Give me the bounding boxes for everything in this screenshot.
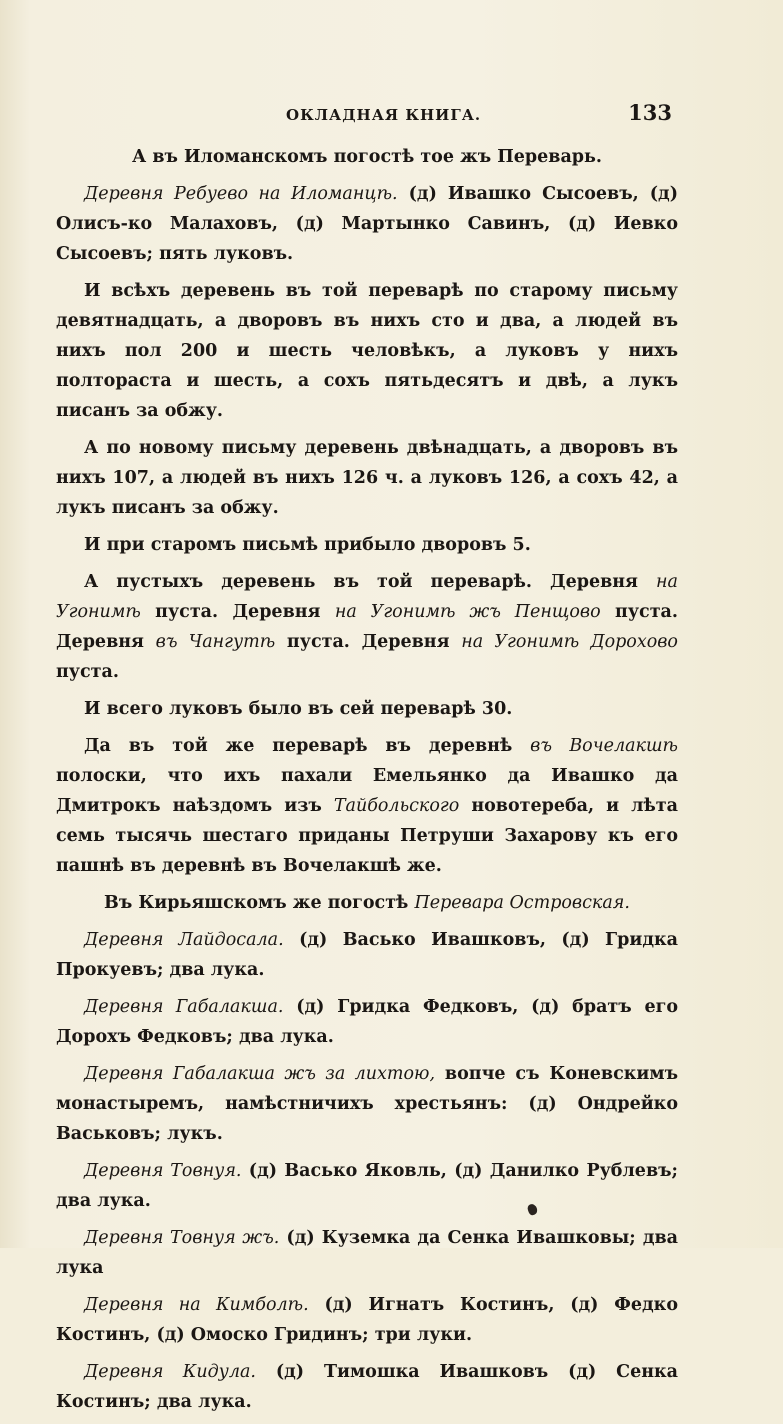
- paragraph: [56, 694, 678, 724]
- section-heading: [56, 142, 678, 172]
- section-heading: [56, 888, 678, 918]
- paragraph: [56, 925, 678, 985]
- text-run: пуста.: [56, 662, 119, 682]
- text-run: Деревня Кидула.: [84, 1362, 256, 1382]
- paragraph: [56, 1357, 678, 1417]
- text-run: И всего луковъ было въ сей переварѣ 30.: [84, 699, 513, 719]
- text-body: [56, 142, 678, 1424]
- text-run: (д) Ивашко Сысоевъ, (д) Олисъ-ко Малаховъ, (д) Мартынко Савинъ, (д) Иевко Сысоевъ; пять луковъ.: [56, 184, 678, 264]
- text-run: А по новому письму деревень двѣнадцать, а дворовъ въ нихъ 107, а людей въ нихъ 126 ч. а луковъ 126, а сохъ 42, а лукъ писанъ за обжу.: [56, 438, 678, 518]
- text-run: Въ Кирьяшскомъ же погостѣ: [104, 893, 415, 913]
- paragraph: [56, 567, 678, 687]
- text-run: пуста. Деревня: [140, 602, 335, 622]
- text-run: Тайбольского: [333, 796, 460, 816]
- text-run: (д) Гридка Федковъ, (д) братъ его Дорохъ Федковъ; два лука.: [56, 997, 678, 1047]
- text-run: пуста. Деревня: [56, 602, 678, 652]
- paragraph: [56, 731, 678, 881]
- text-run: (д) Васько Яковль, (д) Данилко Рублевъ; два лука.: [56, 1161, 678, 1211]
- text-run: Перевара Островская.: [414, 893, 630, 913]
- text-run: новотереба, и лѣта семь тысячь шестаго приданы Петруши Захарову къ его пашнѣ въ деревнѣ въ Вочелакшѣ же.: [56, 796, 678, 876]
- text-run: (д) Куземка да Сенка Ивашковы; два лука: [56, 1228, 678, 1278]
- paragraph: [56, 530, 678, 560]
- paragraph: [56, 1059, 678, 1149]
- text-run: въ Чангутѣ: [155, 632, 276, 652]
- text-run: на Угонимѣ жъ Пенщово: [334, 602, 601, 622]
- text-run: Деревня Лайдосала.: [84, 930, 284, 950]
- text-run: Деревня Товнуя жъ.: [84, 1228, 280, 1248]
- page-number: 133: [628, 100, 672, 125]
- text-run: (д) Васько Ивашковъ, (д) Гридка Прокуевъ; два лука.: [56, 930, 678, 980]
- text-run: А пустыхъ деревень въ той переварѣ. Деревня: [84, 572, 657, 592]
- paragraph: [56, 1290, 678, 1350]
- text-run: Деревня Габалакша жъ за лихтою,: [84, 1064, 436, 1084]
- text-run: въ Вочелакшѣ: [530, 736, 678, 756]
- text-run: Деревня Товнуя.: [84, 1161, 242, 1181]
- paragraph: [56, 276, 678, 426]
- text-run: вопче съ Коневскимъ монастыремъ, намѣстничихъ хрестьянъ: (д) Ондрейко Васьковъ; лукъ.: [56, 1064, 678, 1144]
- text-run: Да въ той же переварѣ въ деревнѣ: [84, 736, 531, 756]
- text-run: И при старомъ письмѣ прибыло дворовъ 5.: [84, 535, 531, 555]
- paragraph: [56, 1223, 678, 1283]
- text-run: полоски, что ихъ пахали Емельянко да Ивашко да Дмитрокъ наѣздомъ изъ: [56, 766, 678, 816]
- paragraph: [56, 1156, 678, 1216]
- text-run: (д) Игнатъ Костинъ, (д) Федко Костинъ, (д) Омоско Гридинъ; три луки.: [56, 1295, 678, 1345]
- text-run: на Угонимѣ Дорохово: [461, 632, 678, 652]
- text-run: Деревня Ребуево на Иломанцѣ.: [84, 184, 398, 204]
- text-run: Деревня на Кимболѣ.: [84, 1295, 309, 1315]
- text-run: А въ Иломанскомъ погостѣ тое жъ Переварь.: [131, 147, 603, 167]
- paragraph: [56, 179, 678, 269]
- running-head: ОКЛАДНАЯ КНИГА.: [286, 106, 482, 124]
- page-header: [56, 100, 676, 130]
- paragraph: [56, 433, 678, 523]
- paragraph: [56, 992, 678, 1052]
- text-run: на Угонимѣ: [56, 572, 678, 622]
- text-run: Деревня Габалакша.: [84, 997, 284, 1017]
- text-run: И всѣхъ деревень въ той переварѣ по старому письму девятнадцать, а дворовъ въ нихъ сто и два, а людей въ нихъ пол 200 и шесть человѣкъ, а луковъ у нихъ полтораста и шесть, а сохъ пятьдесятъ и двѣ, а лукъ писанъ за обжу.: [56, 281, 678, 421]
- text-run: (д) Тимошка Ивашковъ (д) Сенка Костинъ; два лука.: [56, 1362, 679, 1412]
- text-run: пуста. Деревня: [275, 632, 462, 652]
